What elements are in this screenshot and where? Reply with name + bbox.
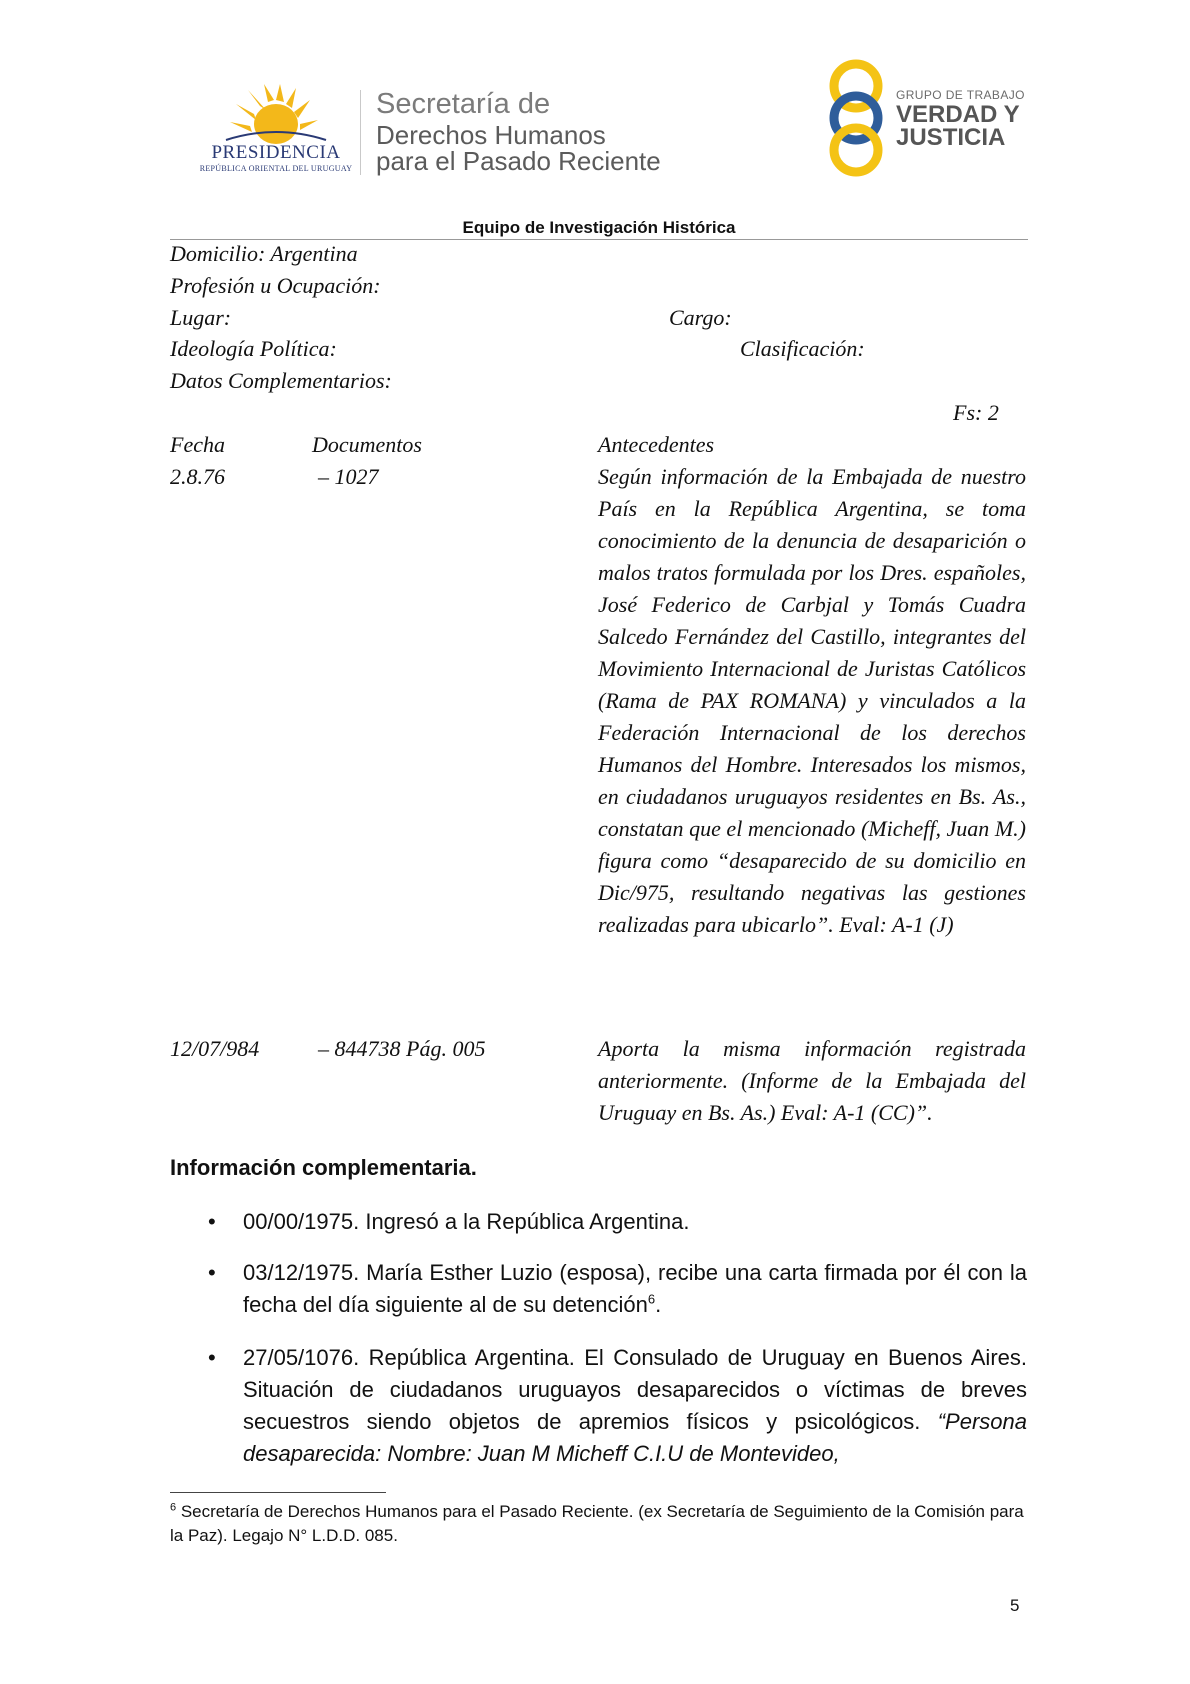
- info-item-3-quote: “Persona desaparecida: Nombre: Juan M Micheff C.I.U de Montevideo,: [243, 1409, 1027, 1466]
- clasificacion-field: Clasificación:: [740, 336, 865, 361]
- footnote: [170, 1500, 1028, 1548]
- antecedentes-header: Antecedentes: [598, 432, 715, 457]
- bullet-2: •: [208, 1260, 216, 1285]
- secretaria-line-1: Secretaría de: [376, 88, 551, 120]
- verdad-label: VERDAD Y: [896, 101, 1020, 128]
- info-item-3: [243, 1342, 1027, 1470]
- presidencia-label: PRESIDENCIA: [211, 142, 341, 163]
- info-item-3-text: 27/05/1076. República Argentina. El Consulado de Uruguay en Buenos Aires. Situación de ciudadanos uruguayos desaparecidos o víctimas de breves secuestros siendo objetos de apremios físicos y psicológicos.: [243, 1345, 1027, 1434]
- footnote-rule: [170, 1492, 386, 1493]
- justicia-label: JUSTICIA: [896, 124, 1006, 151]
- info-item-2-tail: .: [655, 1292, 662, 1317]
- header-divider: [360, 90, 361, 175]
- row-1-fecha: 2.8.76: [170, 464, 225, 489]
- info-item-2: [243, 1257, 1027, 1321]
- bullet-1: •: [208, 1209, 216, 1234]
- ideologia-field: Ideología Política:: [170, 336, 337, 361]
- cargo-field: Cargo:: [669, 305, 732, 330]
- fs-label: Fs: 2: [953, 400, 999, 425]
- documentos-header: Documentos: [312, 432, 422, 457]
- footnote-text: Secretaría de Derechos Humanos para el Pasado Reciente. (ex Secretaría de Seguimiento de la Comisión para la Paz). Legajo N° L.D.D. 085.: [170, 1502, 1024, 1545]
- info-complementaria-heading: Información complementaria.: [170, 1155, 477, 1180]
- domicilio-field: Domicilio: Argentina: [170, 241, 358, 266]
- secretaria-line-3: para el Pasado Reciente: [376, 146, 661, 176]
- row-1-documento: – 1027: [318, 464, 379, 489]
- row-1-antecedentes: Según información de la Embajada de nuestro País en la República Argentina, se toma conocimiento de la denuncia de desaparición o malos tratos formulada por los Dres. españoles, José Federico de Carbjal y Tomás Cuadra Salcedo Fernández del Castillo, integrantes del Movimiento Internacional de Juristas Católicos (Rama de PAX ROMANA) y vinculados a la Federación Internacional de los derechos Humanos del Hombre. Interesados los mismos, en ciudadanos uruguayos residentes en Bs. As., constatan que el mencionado (Micheff, Juan M.) figura como “desaparecido de su domicilio en Dic/975, resultando negativas las gestiones realizadas para ubicarlo”. Eval: A-1 (J): [598, 464, 1026, 937]
- info-item-1: [243, 1206, 1027, 1238]
- grupo-trabajo-label: GRUPO DE TRABAJO: [896, 88, 1025, 102]
- page-number: 5: [1010, 1596, 1020, 1615]
- secretaria-line-2: Derechos Humanos: [376, 120, 606, 150]
- footnote-ref-6[interactable]: 6: [647, 1291, 656, 1307]
- row-2-fecha: 12/07/984: [170, 1036, 260, 1061]
- lugar-field: Lugar:: [170, 305, 232, 330]
- fecha-header: Fecha: [170, 432, 225, 457]
- row-2-antecedentes: Aporta la misma información registrada anteriormente. (Informe de la Embajada del Uruguay en Bs. As.) Eval: A-1 (CC)”.: [598, 1036, 1026, 1125]
- footnote-number: 6: [170, 1501, 177, 1514]
- profesion-field: Profesión u Ocupación:: [170, 273, 381, 298]
- equipo-title: Equipo de Investigación Histórica: [462, 218, 736, 237]
- datos-complementarios-field: Datos Complementarios:: [170, 368, 392, 393]
- bullet-3: •: [208, 1345, 216, 1370]
- info-item-2-text: 03/12/1975. María Esther Luzio (esposa), recibe una carta firmada por él con la fecha del día siguiente al de su detención: [243, 1260, 1027, 1317]
- info-item-1-text: 00/00/1975. Ingresó a la República Argentina.: [243, 1209, 690, 1234]
- row-2-documento: – 844738 Pág. 005: [318, 1036, 486, 1061]
- republica-label: REPÚBLICA ORIENTAL DEL URUGUAY: [199, 164, 353, 173]
